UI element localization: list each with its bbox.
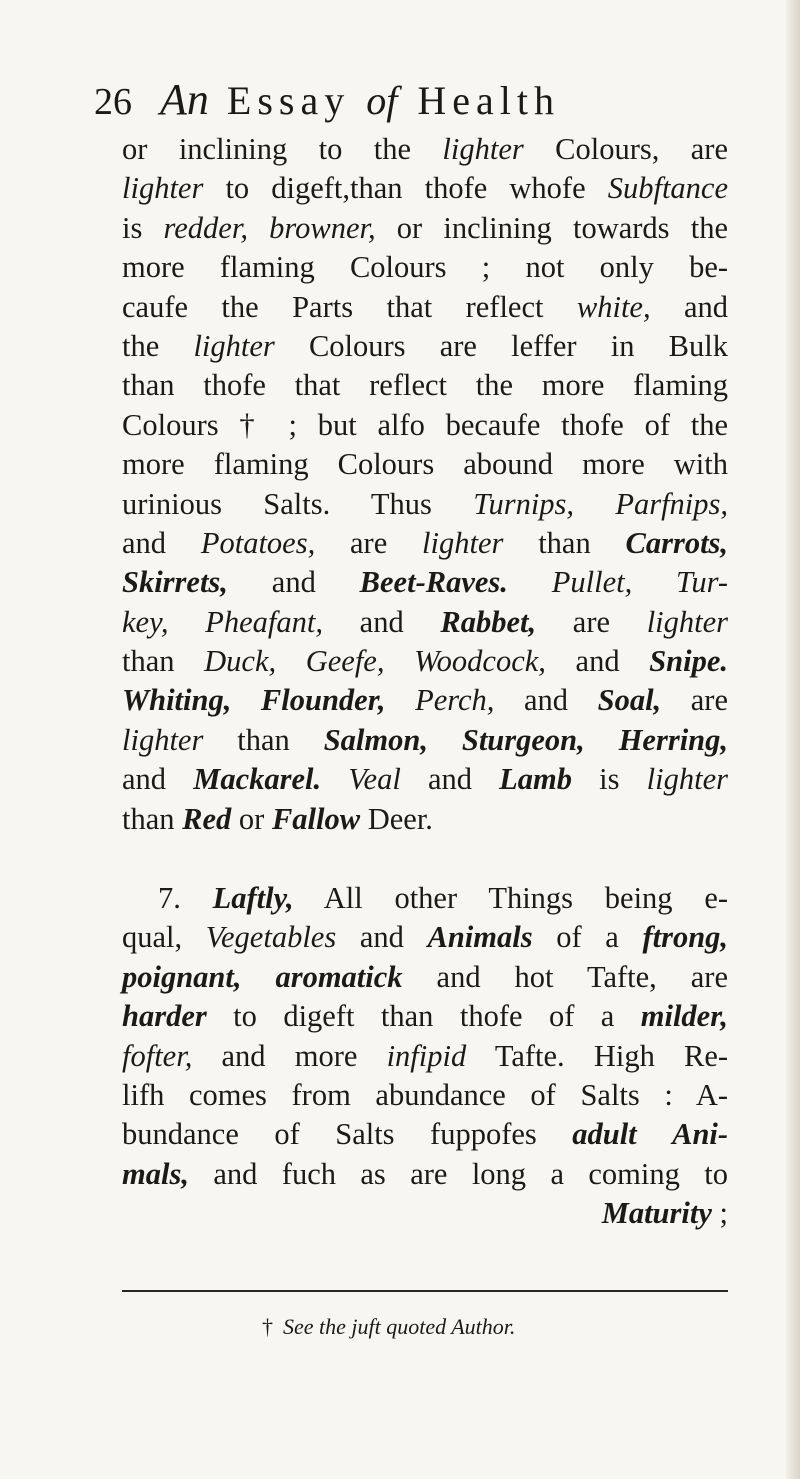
text-line: or inclining to the lighter Colours, are bbox=[122, 132, 728, 166]
text-line: bundance of Salts fuppofes adult Ani- bbox=[122, 1117, 729, 1152]
text-line: more flaming Colours abound more with bbox=[122, 447, 728, 482]
text-line: poignant, aromatick and hot Tafte, are bbox=[122, 959, 728, 994]
header-word-an: An bbox=[160, 75, 209, 124]
text-line: lifh comes from abundance of Salts : A- bbox=[122, 1077, 728, 1112]
text-line: harder to digeft than thofe of a milder, bbox=[122, 999, 729, 1034]
text-line: more flaming Colours ; not only be- bbox=[122, 250, 729, 285]
text-line: the lighter Colours are leffer in Bulk bbox=[122, 328, 728, 363]
paragraph-gap bbox=[122, 839, 728, 879]
body-text bbox=[122, 130, 728, 1234]
footnote bbox=[262, 1312, 515, 1342]
text-line: 7. Laftly, All other Things being e- bbox=[158, 881, 729, 916]
footnote-text: See the juft quoted Author. bbox=[283, 1314, 516, 1339]
text-line: lighter to digeft,than thofe whofe Subftance bbox=[122, 171, 729, 206]
text-line: lighter than Salmon, Sturgeon, Herring, bbox=[122, 722, 729, 757]
text-line: Skirrets, and Beet-Raves. Pullet, Tur- bbox=[122, 565, 728, 600]
footnote-rule bbox=[122, 1290, 728, 1292]
page-number: 26 bbox=[94, 81, 132, 123]
text-line: Whiting, Flounder, Perch, and Soal, are bbox=[122, 683, 728, 718]
text-line: and Mackarel. Veal and Lamb is lighter bbox=[122, 762, 729, 797]
text-line: key, Pheafant, and Rabbet, are lighter bbox=[122, 604, 729, 639]
text-line: than Duck, Geefe, Woodcock, and Snipe. bbox=[122, 644, 729, 679]
text-line: caufe the Parts that reflect white, and bbox=[122, 289, 729, 324]
text-line: mals, and fuch as are long a coming to bbox=[122, 1156, 728, 1191]
text-line: Maturity ; bbox=[601, 1196, 728, 1231]
text-line: and Potatoes, are lighter than Carrots, bbox=[122, 525, 729, 560]
header-word-of: of bbox=[366, 78, 398, 123]
text-line: fofter, and more infipid Tafte. High Re- bbox=[122, 1038, 729, 1073]
text-line: Colours † ; but alfo becaufe thofe of the bbox=[122, 407, 729, 442]
header-word-health: Health bbox=[417, 78, 560, 123]
text-line: urinious Salts. Thus Turnips, Parfnips, bbox=[122, 486, 729, 521]
page-gutter-shadow bbox=[786, 0, 800, 1479]
text-line: is redder, browner, or inclining towards the bbox=[122, 210, 728, 245]
footnote-mark: † bbox=[262, 1314, 273, 1339]
header-word-essay: Essay bbox=[226, 78, 351, 123]
running-header bbox=[94, 72, 714, 128]
text-line: than thofe that reflect the more flaming bbox=[122, 368, 729, 403]
text-line: qual, Vegetables and Animals of a ftrong, bbox=[122, 920, 729, 955]
text-line: than Red or Fallow Deer. bbox=[122, 801, 433, 836]
